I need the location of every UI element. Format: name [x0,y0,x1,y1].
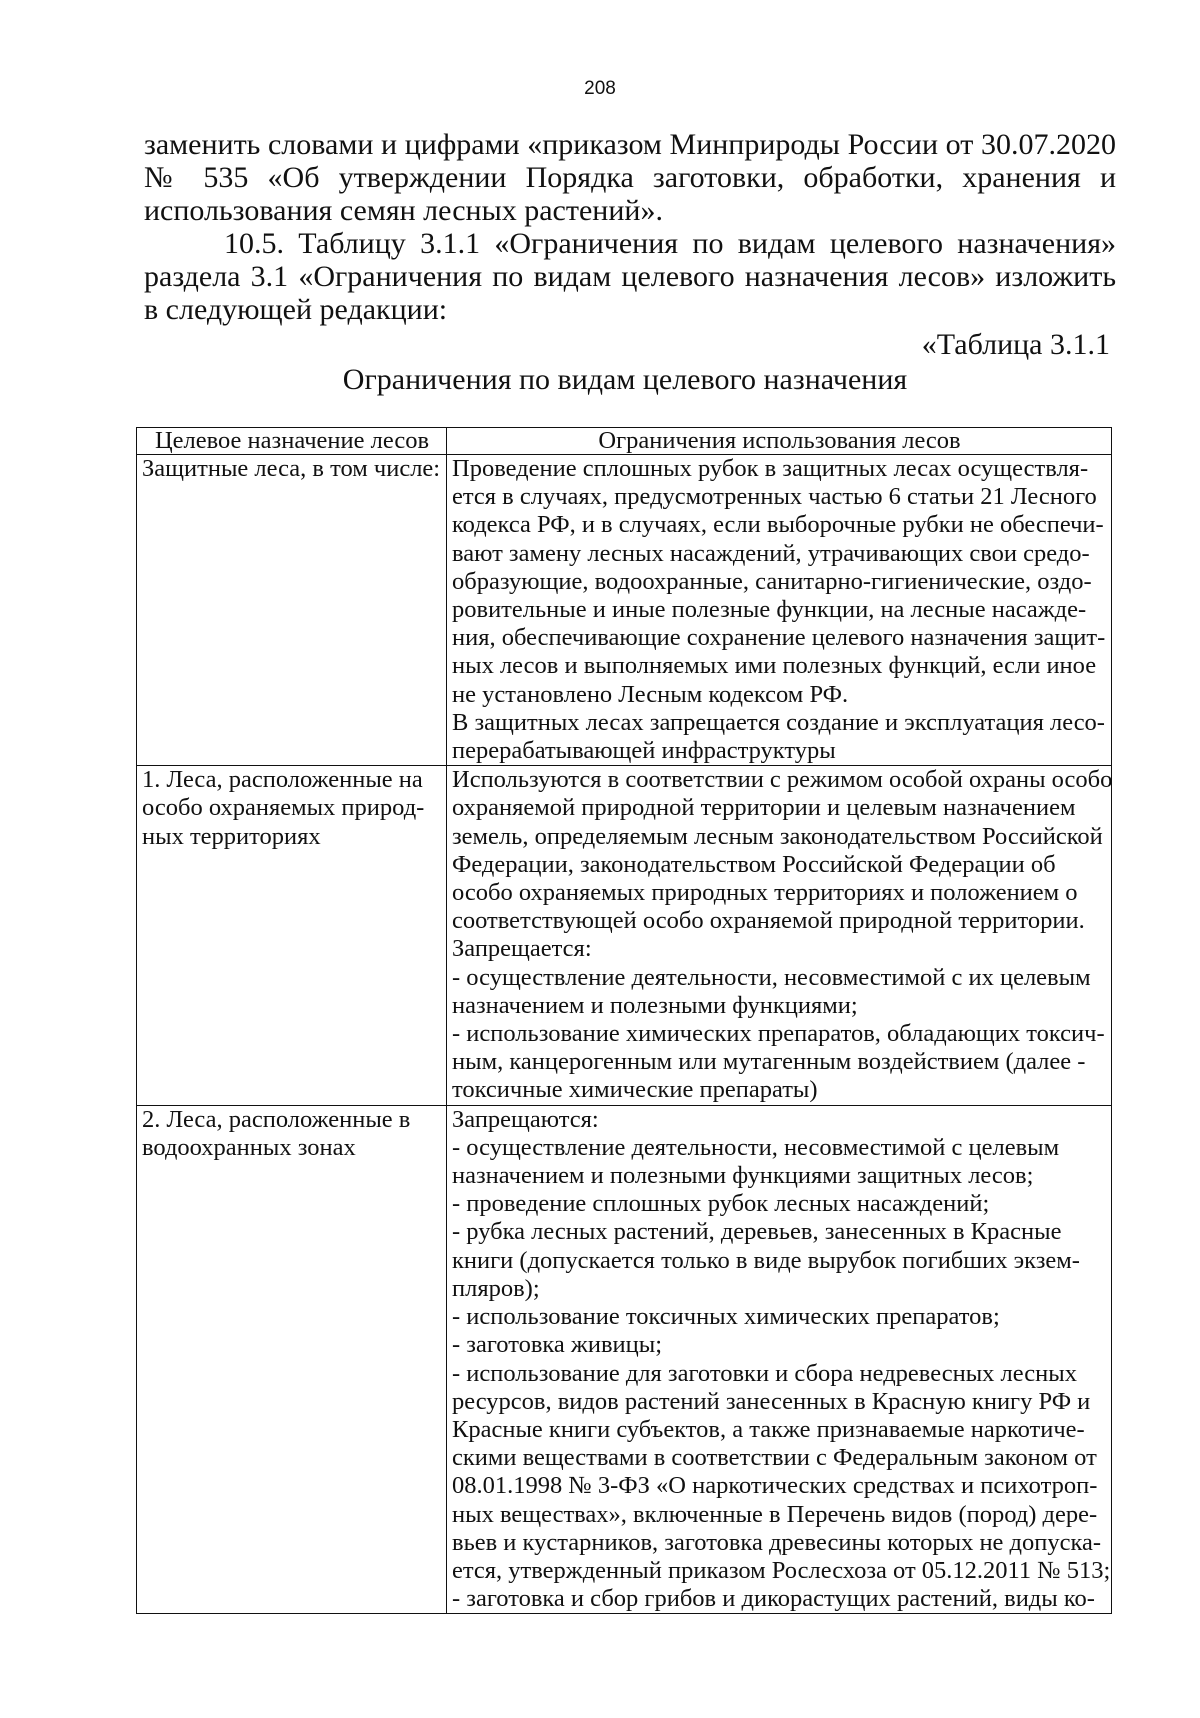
column-header-purpose: Целевое назначение лесов [137,428,447,455]
cell-line: ется, утвержденный приказом Рослесхоза от 05.12.2011 № 513; [452,1556,1111,1584]
cell-line: Проведение сплошных рубок в защитных лесах осуществля- [452,455,1089,482]
cell-line: Запрещается: [452,935,592,963]
cell-line: вают замену лесных насаждений, утрачивающих свои средо- [452,539,1090,567]
cell-line: токсичные химические препараты) [452,1076,818,1104]
cell-line: Защитные леса, в том числе: [142,455,441,482]
cell-line: Используются в соответствии с режимом особой охраны особо [452,766,1113,794]
cell-line: Запрещаются: [452,1105,599,1133]
cell-line: скими веществами в соответствии с Федеральным законом от [452,1444,1097,1472]
cell-restrictions [447,1105,1112,1614]
cell-purpose [137,1105,447,1614]
cell-line: назначением и полезными функциями; [452,991,858,1019]
cell-line: земель, определяемым лесным законодательством Российской [452,822,1103,850]
cell-line: - заготовка живицы; [452,1331,663,1359]
cell-line: 1. Леса, расположенные на [142,766,423,794]
table-header-row [137,428,1112,455]
cell-purpose [137,455,447,766]
page-number: 208 [584,78,616,99]
cell-line: - рубка лесных растений, деревьев, занесенных в Красные [452,1218,1062,1246]
cell-line: Красные книги субъектов, а также признаваемые наркотиче- [452,1415,1085,1443]
cell-line: образующие, водоохранные, санитарно-гигиенические, оздо- [452,567,1092,595]
cell-restrictions [447,766,1112,1105]
cell-line: пляров); [452,1274,540,1302]
table-row [137,1105,1112,1614]
cell-line: - использование токсичных химических препаратов; [452,1303,1000,1331]
cell-line: перерабатывающей инфраструктуры [452,737,836,765]
cell-line: соответствующей особо охраняемой природной территории. [452,907,1085,935]
cell-line: ным, канцерогенным или мутагенным воздействием (далее - [452,1048,1086,1076]
restrictions-table [136,427,1112,1614]
cell-line: книги (допускается только в виде вырубок погибших экзем- [452,1246,1080,1274]
cell-line: вьев и кустарников, заготовка древесины которых не допуска- [452,1528,1102,1556]
cell-line: 08.01.1998 № 3-ФЗ «О наркотических средствах и психотроп- [452,1472,1098,1500]
cell-line: В защитных лесах запрещается создание и эксплуатация лесо- [452,708,1105,736]
cell-line: ется в случаях, предусмотренных частью 6 статьи 21 Лесного [452,483,1097,511]
table-title: Ограничения по видам целевого назначения [342,363,908,396]
cell-line: ния, обеспечивающие сохранение целевого назначения защит- [452,624,1106,652]
cell-line: особо охраняемых природ- [142,794,425,822]
cell-line: особо охраняемых природных территориях и положением о [452,879,1078,907]
table-row [137,766,1112,1105]
cell-line: не установлено Лесным кодексом РФ. [452,680,849,708]
cell-line: Федерации, законодательством Российской Федерации об [452,850,1056,878]
cell-line: водоохранных зонах [142,1133,356,1161]
cell-line: охраняемой природной территории и целевым назначением [452,794,1076,822]
cell-line: ных лесов и выполняемых ими полезных функций, если иное [452,652,1097,680]
table-label: «Таблица 3.1.1 [921,328,1110,361]
cell-line: ных территориях [142,822,321,850]
cell-line: ных веществах», включенные в Перечень видов (пород) дере- [452,1500,1098,1528]
cell-restrictions [447,455,1112,766]
cell-line: - использование химических препаратов, обладающих токсич- [452,1020,1105,1048]
cell-purpose [137,766,447,1105]
cell-line: - осуществление деятельности, несовместимой с их целевым [452,963,1091,991]
cell-line: ровительные и иные полезные функции, на лесные насажде- [452,596,1087,624]
cell-line: 2. Леса, расположенные в [142,1105,411,1133]
cell-line: - осуществление деятельности, несовместимой с целевым [452,1133,1060,1161]
paragraph: заменить словами и цифрами «приказом Минприроды России от 30.07.2020 № 535 «Об утверждении Порядка заготовки, обработки, хранения и использования семян лесных растений». [144,128,1116,227]
cell-line: - заготовка и сбор грибов и дикорастущих растений, виды ко- [452,1585,1095,1613]
column-header-restrictions: Ограничения использования лесов [447,428,1112,455]
cell-line: ресурсов, видов растений занесенных в Красную книгу РФ и [452,1387,1091,1415]
cell-line: - использование для заготовки и сбора недревесных лесных [452,1359,1077,1387]
body-text [144,128,1116,326]
paragraph: 10.5. Таблицу 3.1.1 «Ограничения по видам целевого назначения» раздела 3.1 «Ограничения по видам целевого назначения лесов» изложить в следующей редакции: [144,227,1116,326]
cell-line: назначением и полезными функциями защитных лесов; [452,1162,1034,1190]
cell-line: - проведение сплошных рубок лесных насаждений; [452,1190,990,1218]
table-row [137,455,1112,766]
cell-line: кодекса РФ, и в случаях, если выборочные рубки не обеспечи- [452,511,1104,539]
